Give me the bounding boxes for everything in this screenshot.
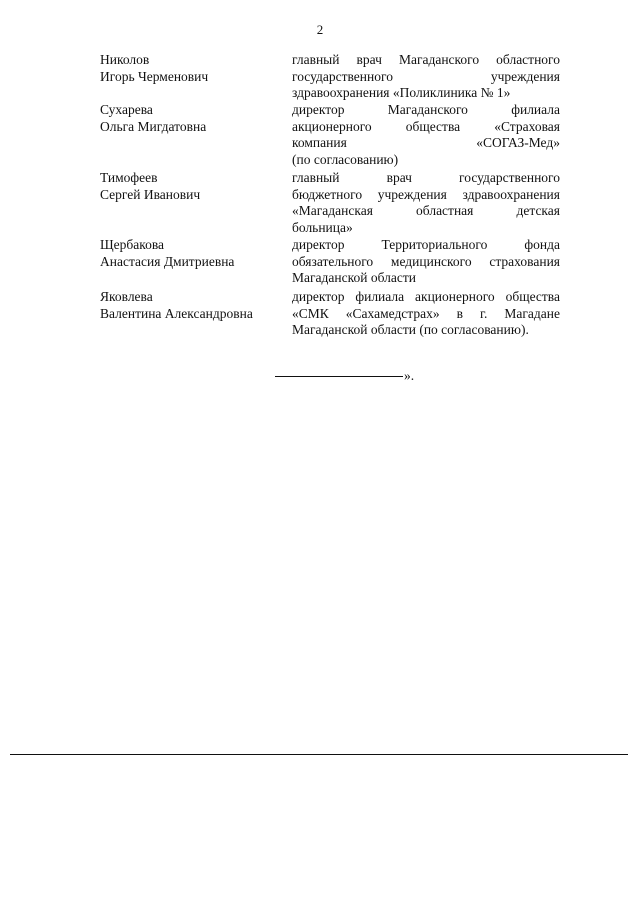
member-given-names: Анастасия Дмитриевна [100, 253, 235, 269]
position-line: директор Магаданского филиала [292, 102, 560, 117]
member-position [292, 237, 560, 287]
member-given-names: Валентина Александровна [100, 305, 253, 321]
member-position [292, 289, 560, 339]
member-name [100, 237, 285, 270]
position-line: «Магаданская областная детская [292, 203, 560, 218]
member-given-names: Ольга Мигдатовна [100, 118, 207, 134]
member-position [292, 102, 560, 168]
position-line: Магаданской области [292, 270, 416, 285]
position-line: государственного учреждения [292, 68, 560, 84]
closing-underline [275, 376, 403, 377]
position-line: главный врач Магаданского областного [292, 52, 560, 67]
member-surname: Николов [100, 52, 150, 67]
member-given-names: Сергей Иванович [100, 186, 201, 202]
position-line: здравоохранения «Поликлиника № 1» [292, 85, 511, 100]
member-name [100, 52, 285, 85]
position-line: (по согласованию) [292, 151, 399, 167]
position-line: обязательного медицинского страхования [292, 253, 560, 269]
member-position [292, 52, 560, 102]
member-name [100, 289, 285, 322]
member-surname: Тимофеев [100, 170, 158, 185]
footer-rule [10, 754, 628, 755]
page-number: 2 [316, 22, 324, 37]
closing-mark [275, 368, 414, 384]
member-surname: Сухарева [100, 102, 153, 117]
position-line: «СМК «Сахамедстрах» в г. Магадане [292, 305, 560, 321]
position-line: Магаданской области (по согласованию). [292, 322, 529, 337]
member-given-names: Игорь Черменович [100, 68, 209, 84]
position-line: главный врач государственного [292, 170, 560, 185]
position-line: бюджетного учреждения здравоохранения [292, 186, 560, 202]
closing-quote: ». [404, 368, 415, 383]
member-position [292, 170, 560, 236]
position-line: директор Территориального фонда [292, 237, 560, 252]
member-surname: Яковлева [100, 289, 153, 304]
position-line: акционерного общества «Страховая [292, 118, 560, 134]
position-line: больница» [292, 219, 353, 235]
member-name [100, 102, 285, 135]
position-line: компания «СОГАЗ-Мед» [292, 135, 560, 150]
position-line: директор филиала акционерного общества [292, 289, 560, 304]
member-surname: Щербакова [100, 237, 165, 252]
member-name [100, 170, 285, 203]
